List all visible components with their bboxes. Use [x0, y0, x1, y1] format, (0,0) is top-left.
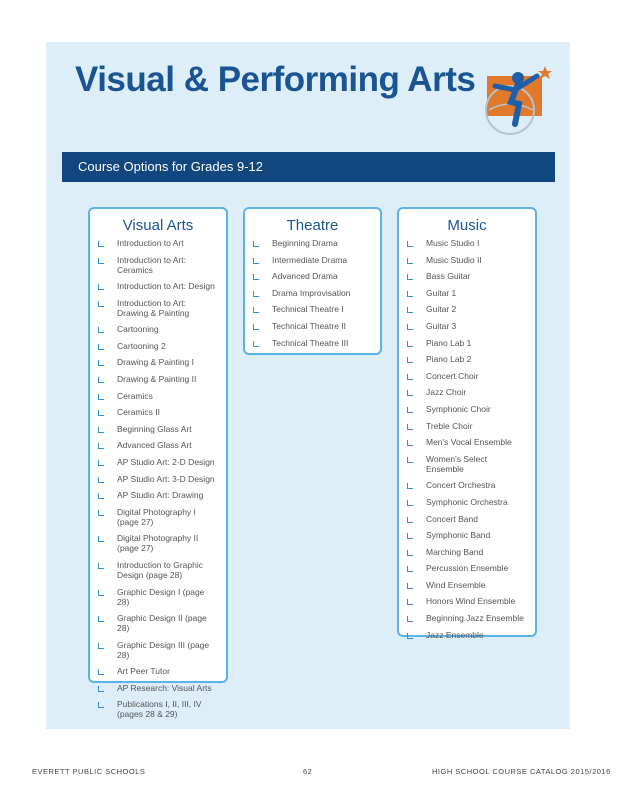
- course-label: Guitar 1: [426, 287, 457, 298]
- course-label: Guitar 2: [426, 304, 457, 315]
- course-item: [98, 683, 217, 693]
- checkbox-icon[interactable]: [407, 583, 413, 589]
- course-item: [98, 357, 217, 367]
- checkbox-icon[interactable]: [98, 394, 104, 400]
- checkbox-icon[interactable]: [407, 440, 413, 446]
- visual-arts-box: [88, 207, 228, 720]
- music-box: [397, 207, 537, 640]
- course-item: [253, 238, 372, 248]
- course-label: Honors Wind Ensemble: [426, 596, 516, 607]
- checkbox-icon[interactable]: [98, 284, 104, 290]
- course-item: [98, 255, 217, 275]
- course-label: Introduction to Art: [117, 238, 184, 248]
- checkbox-icon[interactable]: [98, 443, 104, 449]
- course-label: Jazz Ensemble: [426, 629, 484, 640]
- course-item: [98, 440, 217, 450]
- checkbox-icon[interactable]: [98, 327, 104, 333]
- course-item: [407, 354, 526, 364]
- course-label: Cartooning: [117, 324, 159, 335]
- course-label: Digital Photography II (page 27): [117, 533, 199, 554]
- checkbox-icon[interactable]: [253, 274, 259, 280]
- page-number: 62: [303, 767, 313, 776]
- checkbox-icon[interactable]: [407, 566, 413, 572]
- checkbox-icon[interactable]: [98, 493, 104, 499]
- course-item: [253, 288, 372, 298]
- course-item: [98, 281, 217, 291]
- course-label: Ceramics II: [117, 407, 160, 418]
- checkbox-icon[interactable]: [407, 324, 413, 330]
- course-label: Music Studio I: [426, 238, 480, 248]
- course-label: Drawing & Painting I: [117, 357, 195, 368]
- checkbox-icon[interactable]: [98, 460, 104, 466]
- course-label: AP Studio Art: 3-D Design: [117, 473, 215, 484]
- course-item: [98, 474, 217, 484]
- checkbox-icon[interactable]: [407, 390, 413, 396]
- course-item: [407, 454, 526, 474]
- course-label: Advanced Drama: [272, 271, 338, 282]
- checkbox-icon[interactable]: [98, 258, 104, 264]
- course-label: Concert Band: [426, 513, 478, 524]
- course-item: [407, 497, 526, 507]
- course-item: [407, 630, 526, 640]
- column-heading: Visual Arts: [122, 217, 194, 234]
- course-item: [98, 407, 217, 417]
- course-item: [98, 613, 217, 633]
- course-list: [407, 238, 529, 646]
- course-item: [407, 404, 526, 414]
- course-label: Graphic Design III (page 28): [117, 639, 210, 660]
- course-label: AP Studio Art: Drawing: [117, 490, 204, 501]
- course-item: [407, 271, 526, 281]
- course-label: Piano Lab 1: [426, 337, 472, 348]
- footer-left: EVERETT PUBLIC SCHOOLS: [32, 767, 146, 776]
- course-item: [407, 421, 526, 431]
- course-label: Piano Lab 2: [426, 354, 472, 365]
- course-item: [98, 341, 217, 351]
- checkbox-icon[interactable]: [98, 427, 104, 433]
- course-item: [98, 457, 217, 467]
- course-label: Beginning Drama: [272, 238, 338, 248]
- course-item: [253, 271, 372, 281]
- course-item: [98, 560, 217, 580]
- checkbox-icon[interactable]: [98, 686, 104, 692]
- checkbox-icon[interactable]: [98, 616, 104, 622]
- checkbox-icon[interactable]: [98, 590, 104, 596]
- checkbox-icon[interactable]: [407, 550, 413, 556]
- course-item: [98, 374, 217, 384]
- checkbox-icon[interactable]: [98, 241, 104, 247]
- course-item: [407, 255, 526, 265]
- checkbox-icon[interactable]: [407, 424, 413, 430]
- course-item: [253, 338, 372, 348]
- course-item: [407, 613, 526, 623]
- checkbox-icon[interactable]: [98, 410, 104, 416]
- checkbox-icon[interactable]: [98, 477, 104, 483]
- course-item: [253, 321, 372, 331]
- banner-label: Course Options for Grades 9-12: [78, 159, 263, 174]
- course-label: Technical Theatre III: [272, 337, 349, 348]
- checkbox-icon[interactable]: [98, 344, 104, 350]
- course-item: [98, 238, 217, 248]
- course-item: [98, 507, 217, 527]
- course-list: [253, 238, 374, 354]
- course-item: [98, 324, 217, 334]
- checkbox-icon[interactable]: [253, 241, 259, 247]
- course-label: Jazz Choir: [426, 387, 467, 398]
- course-label: Concert Orchestra: [426, 480, 496, 491]
- course-item: [98, 533, 217, 553]
- course-item: [407, 514, 526, 524]
- checkbox-icon[interactable]: [253, 324, 259, 330]
- checkbox-icon[interactable]: [253, 341, 259, 347]
- course-label: Digital Photography I (page 27): [117, 506, 196, 527]
- checkbox-icon[interactable]: [98, 563, 104, 569]
- checkbox-icon[interactable]: [407, 258, 413, 264]
- checkbox-icon[interactable]: [98, 643, 104, 649]
- checkbox-icon[interactable]: [98, 510, 104, 516]
- section-banner: [62, 152, 555, 182]
- course-item: [98, 424, 217, 434]
- checkbox-icon[interactable]: [407, 274, 413, 280]
- course-label: Art Peer Tutor: [117, 666, 170, 677]
- course-label: Introduction to Art: Design: [117, 281, 215, 292]
- course-item: [98, 640, 217, 660]
- checkbox-icon[interactable]: [407, 457, 413, 463]
- course-label: Wind Ensemble: [426, 579, 486, 590]
- checkbox-icon[interactable]: [407, 407, 413, 413]
- course-item: [407, 288, 526, 298]
- course-label: Symphonic Band: [426, 530, 491, 541]
- course-item: [407, 480, 526, 490]
- course-label: Beginning Jazz Ensemble: [426, 613, 524, 624]
- arts-logo: [475, 58, 555, 138]
- course-label: Bass Guitar: [426, 271, 471, 282]
- checkbox-icon[interactable]: [407, 633, 413, 639]
- course-label: Men's Vocal Ensemble: [426, 437, 512, 448]
- course-label: AP Studio Art: 2-D Design: [117, 457, 215, 468]
- course-label: Music Studio II: [426, 254, 482, 265]
- course-item: [98, 587, 217, 607]
- footer-right: HIGH SCHOOL COURSE CATALOG 2015/2016: [432, 767, 611, 776]
- course-label: Drawing & Painting II: [117, 374, 197, 385]
- course-label: Graphic Design I (page 28): [117, 586, 205, 607]
- course-list: [98, 238, 220, 726]
- course-label: Symphonic Choir: [426, 403, 491, 414]
- checkbox-icon[interactable]: [407, 241, 413, 247]
- course-label: Technical Theatre I: [272, 304, 344, 315]
- theatre-box: [243, 207, 382, 355]
- checkbox-icon[interactable]: [407, 341, 413, 347]
- course-label: Publications I, II, III, IV (pages 28 & 29): [117, 699, 202, 720]
- checkbox-icon[interactable]: [407, 307, 413, 313]
- checkbox-icon[interactable]: [407, 533, 413, 539]
- checkbox-icon[interactable]: [407, 357, 413, 363]
- course-label: Symphonic Orchestra: [426, 496, 508, 507]
- course-label: Concert Choir: [426, 370, 479, 381]
- course-item: [407, 580, 526, 590]
- checkbox-icon[interactable]: [98, 360, 104, 366]
- course-label: Ceramics: [117, 390, 153, 401]
- course-label: Marching Band: [426, 546, 484, 557]
- course-label: Percussion Ensemble: [426, 563, 509, 574]
- course-label: Introduction to Graphic Design (page 28): [117, 560, 203, 580]
- course-item: [407, 238, 526, 248]
- course-item: [98, 666, 217, 676]
- course-item: [407, 338, 526, 348]
- checkbox-icon[interactable]: [407, 291, 413, 297]
- course-item: [98, 699, 217, 719]
- course-label: Guitar 3: [426, 320, 457, 331]
- course-label: Technical Theatre II: [272, 320, 347, 331]
- course-label: AP Research: Visual Arts: [117, 682, 212, 693]
- checkbox-icon[interactable]: [407, 599, 413, 605]
- course-item: [98, 298, 217, 318]
- course-item: [407, 547, 526, 557]
- course-item: [407, 387, 526, 397]
- checkbox-icon[interactable]: [407, 517, 413, 523]
- checkbox-icon[interactable]: [98, 702, 104, 708]
- course-label: Advanced Glass Art: [117, 440, 192, 451]
- checkbox-icon[interactable]: [407, 374, 413, 380]
- course-item: [407, 437, 526, 447]
- page-title: Visual & Performing Arts: [75, 60, 476, 99]
- course-item: [253, 255, 372, 265]
- course-item: [407, 321, 526, 331]
- course-label: Graphic Design II (page 28): [117, 613, 207, 634]
- course-label: Beginning Glass Art: [117, 423, 192, 434]
- course-item: [98, 490, 217, 500]
- course-label: Treble Choir: [426, 420, 473, 431]
- checkbox-icon[interactable]: [253, 258, 259, 264]
- course-item: [407, 304, 526, 314]
- course-label: Cartooning 2: [117, 340, 166, 351]
- course-label: Women's Select Ensemble: [426, 453, 487, 474]
- course-item: [407, 563, 526, 573]
- column-heading: Music: [447, 217, 487, 234]
- checkbox-icon[interactable]: [98, 669, 104, 675]
- course-item: [407, 371, 526, 381]
- checkbox-icon[interactable]: [407, 616, 413, 622]
- course-label: Intermediate Drama: [272, 254, 348, 265]
- course-label: Drama Improvisation: [272, 287, 351, 298]
- checkbox-icon[interactable]: [407, 500, 413, 506]
- course-item: [407, 530, 526, 540]
- checkbox-icon[interactable]: [98, 301, 104, 307]
- course-item: [253, 304, 372, 314]
- checkbox-icon[interactable]: [253, 307, 259, 313]
- checkbox-icon[interactable]: [407, 483, 413, 489]
- checkbox-icon[interactable]: [98, 536, 104, 542]
- column-heading: Theatre: [286, 217, 339, 234]
- course-item: [98, 391, 217, 401]
- checkbox-icon[interactable]: [253, 291, 259, 297]
- checkbox-icon[interactable]: [98, 377, 104, 383]
- course-item: [407, 596, 526, 606]
- course-label: Introduction to Art: Ceramics: [117, 254, 186, 275]
- course-label: Introduction to Art: Drawing & Painting: [117, 297, 190, 318]
